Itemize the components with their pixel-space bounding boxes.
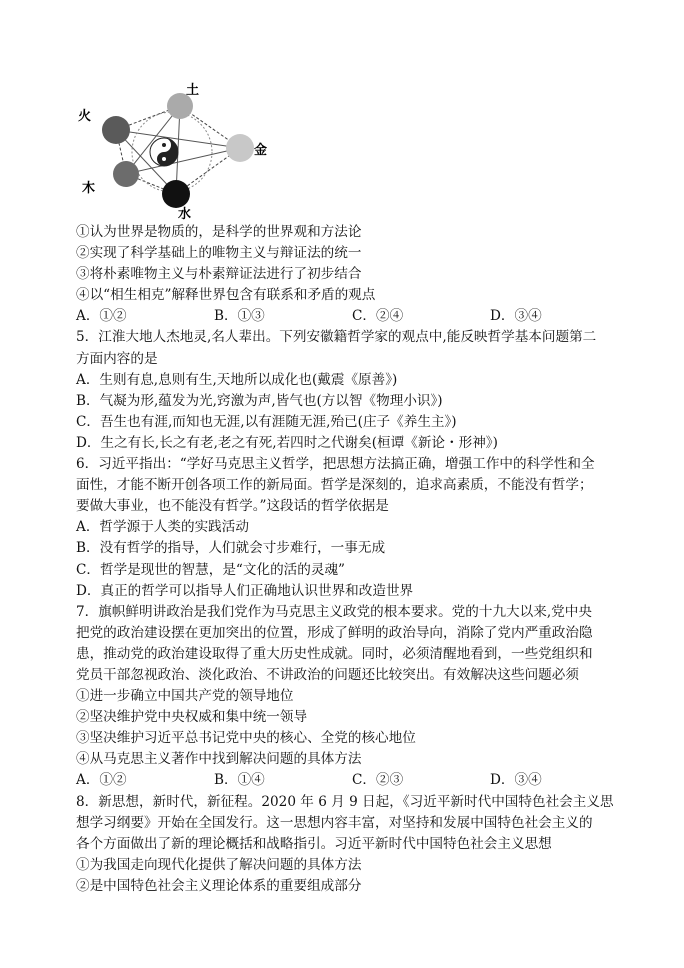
q5-option-b[interactable]: B．气凝为形,蕴发为光,窍激为声,皆气也(方以智《物理小识》)	[76, 392, 443, 409]
q8-item-1: ①为我国走向现代化提供了解决问题的具体方法	[76, 856, 362, 873]
q8-stem-2: 想学习纲要》开始在全国发行。这一思想内容丰富，对坚持和发展中国特色社会主义的	[76, 814, 593, 831]
q7-option-d[interactable]: D．③④	[490, 772, 542, 789]
q5-option-a[interactable]: A．生则有息,息则有生,天地所以成化也(戴震《原善》)	[76, 371, 398, 388]
q4-option-d[interactable]: D．③④	[490, 308, 542, 325]
q5-option-c[interactable]: C．吾生也有涯,而知也无涯,以有涯随无涯,殆已(庄子《养生主》)	[76, 413, 457, 430]
q7-option-b[interactable]: B．①④	[214, 772, 265, 789]
q6-option-a[interactable]: A．哲学源于人类的实践活动	[76, 519, 249, 536]
q8-stem-1: 8．新思想，新时代，新征程。2020 年 6 月 9 日起，《习近平新时代中国特色社会主义思	[76, 793, 614, 810]
q6-option-b[interactable]: B．没有哲学的指导，人们就会寸步难行，一事无成	[76, 540, 386, 557]
q8-stem-3: 各个方面做出了新的理论概括和战略指引。习近平新时代中国特色社会主义思想	[76, 835, 552, 852]
q6-stem-1: 6．习近平指出：“学好马克思主义哲学，把思想方法搞正确，增强工作中的科学性和全	[76, 456, 595, 473]
q6-stem-2: 面性，才能不断开创各项工作的新局面。哲学是深刻的，追求高素质，不能没有哲学；	[76, 477, 593, 494]
metal-circle	[226, 134, 254, 162]
element-label-wood: 木	[82, 181, 96, 196]
wood-circle	[113, 161, 139, 187]
q7-item-2: ②坚决维护党中央权威和集中统一领导	[76, 709, 308, 726]
q4-options	[76, 306, 636, 327]
q7-stem-4: 党员干部忽视政治、淡化政治、不讲政治的问题还比较突出。有效解决这些问题必须	[76, 666, 579, 683]
q6-stem-3: 要做大事业，也不能没有哲学。”这段话的哲学依据是	[76, 498, 389, 515]
q8-item-2: ②是中国特色社会主义理论体系的重要组成部分	[76, 877, 362, 894]
q6-option-c[interactable]: C．哲学是现世的智慧，是“文化的活的灵魂”	[76, 561, 345, 578]
q4-item-4: ④以“相生相克”解释世界包含有联系和矛盾的观点	[76, 287, 376, 304]
fire-circle	[102, 116, 130, 144]
q4-item-1: ①认为世界是物质的，是科学的世界观和方法论	[76, 224, 362, 240]
q7-stem-1: 7．旗帜鲜明讲政治是我们党作为马克思主义政党的根本要求。党的十九大以来,党中央	[76, 603, 592, 620]
q7-options	[76, 770, 636, 791]
q7-item-3: ③坚决维护习近平总书记党中央的核心、全党的核心地位	[76, 730, 416, 747]
q7-stem-3: 患，推动党的政治建设取得了重大历史性成就。同时，必须清醒地看到，一些党组织和	[76, 645, 593, 662]
element-label-water: 水	[178, 207, 192, 220]
water-circle	[162, 180, 190, 208]
q6-option-d[interactable]: D．真正的哲学可以指导人们正确地认识世界和改造世界	[76, 582, 414, 599]
five-elements-figure	[72, 80, 272, 220]
q7-option-a[interactable]: A．①②	[76, 772, 127, 789]
q7-stem-2: 把党的政治建设摆在更加突出的位置，形成了鲜明的政治导向，消除了党内严重政治隐	[76, 624, 593, 641]
element-label-metal: 金	[254, 143, 268, 158]
yin-yang-icon	[150, 138, 178, 166]
q5-option-d[interactable]: D．生之有长,长之有老,老之有死,若四时之代谢矣(桓谭《新论・形神》)	[76, 434, 498, 451]
q5-stem-1: 5．江淮大地人杰地灵,名人辈出。下列安徽籍哲学家的观点中,能反映哲学基本问题第二	[76, 329, 597, 346]
q7-item-4: ④从马克思主义著作中找到解决问题的具体方法	[76, 751, 362, 768]
q4-item-2: ②实现了科学基础上的唯物主义与辩证法的统一	[76, 245, 362, 262]
element-label-fire: 火	[78, 109, 92, 124]
q4-item-3: ③将朴素唯物主义与朴素辩证法进行了初步结合	[76, 266, 362, 283]
q5-stem-2: 方面内容的是	[76, 350, 158, 367]
q4-option-b[interactable]: B．①③	[214, 308, 265, 325]
question-text	[76, 222, 636, 897]
q7-item-1: ①进一步确立中国共产党的领导地位	[76, 688, 294, 705]
q4-option-c[interactable]: C．②④	[352, 308, 404, 325]
q4-option-a[interactable]: A．①②	[76, 308, 127, 325]
element-label-earth: 土	[186, 83, 200, 98]
q7-option-c[interactable]: C．②③	[352, 772, 404, 789]
